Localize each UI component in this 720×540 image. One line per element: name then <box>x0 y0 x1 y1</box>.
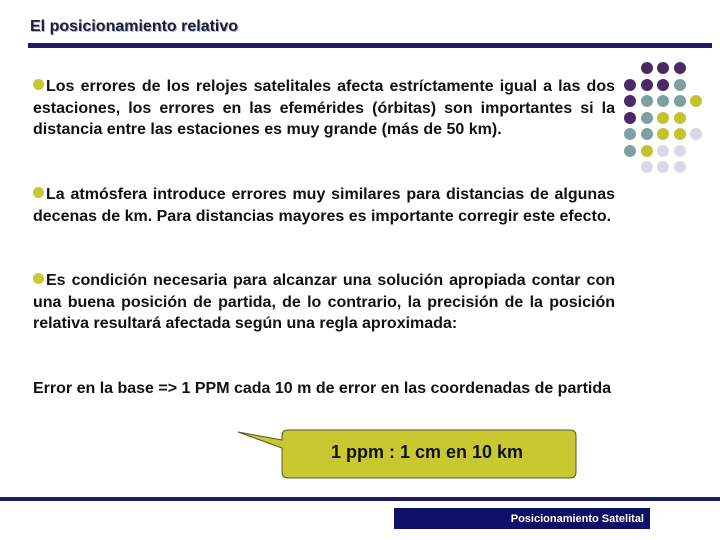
bullet-paragraph-clock-errors <box>33 76 615 141</box>
title-divider <box>28 43 712 48</box>
decorative-dot <box>674 79 686 91</box>
callout-bubble <box>236 426 580 482</box>
decorative-dot <box>641 112 653 124</box>
decorative-dot <box>624 79 636 91</box>
rule-statement <box>33 378 615 400</box>
paragraph-text: Los errores de los relojes satelitales afecta estríctamente igual a las dos estaciones, los errores en las efemérides (órbitas) son importantes si la distancia entre las estaciones es muy grande (más de 50 km). <box>33 78 615 138</box>
slide-title: El posicionamiento relativo <box>30 18 239 35</box>
decorative-dot <box>674 145 686 157</box>
callout-text: 1 ppm : 1 cm en 10 km <box>330 441 524 462</box>
decorative-dot <box>657 95 669 107</box>
decorative-dot <box>624 128 636 140</box>
decorative-dot <box>624 145 636 157</box>
decorative-dot <box>674 128 686 140</box>
decorative-dot <box>641 161 653 173</box>
decorative-dot <box>674 161 686 173</box>
decorative-dot <box>674 95 686 107</box>
paragraph-text: Es condición necesaria para alcanzar una solución apropiada contar con una buena posición de partida, de lo contrario, la precisión de la posición relativa resultará afectada según una regla aproximada: <box>33 272 615 332</box>
decorative-dot <box>657 112 669 124</box>
decorative-dot-grid <box>624 62 714 174</box>
decorative-dot <box>641 128 653 140</box>
decorative-dot <box>641 79 653 91</box>
footer-label: Posicionamiento Satelital <box>394 508 650 529</box>
decorative-dot <box>641 95 653 107</box>
decorative-dot <box>657 79 669 91</box>
decorative-dot <box>624 95 636 107</box>
rule-text: Error en la base => 1 PPM cada 10 m de error en las coordenadas de partida <box>33 380 612 397</box>
decorative-dot <box>657 145 669 157</box>
bullet-paragraph-starting-position <box>33 270 615 335</box>
decorative-dot <box>624 112 636 124</box>
paragraph-text: La atmósfera introduce errores muy similares para distancias de algunas decenas de km. Para distancias mayores es importante corregir este efecto. <box>33 186 615 225</box>
decorative-dot <box>674 62 686 74</box>
bullet-paragraph-atmosphere <box>33 184 615 227</box>
decorative-dot <box>657 62 669 74</box>
decorative-dot <box>690 95 702 107</box>
bullet-dot-icon <box>33 79 44 90</box>
bullet-dot-icon <box>33 187 44 198</box>
decorative-dot <box>674 112 686 124</box>
decorative-dot <box>657 161 669 173</box>
decorative-dot <box>657 128 669 140</box>
footer-divider <box>0 497 720 501</box>
bullet-dot-icon <box>33 273 44 284</box>
decorative-dot <box>690 128 702 140</box>
decorative-dot <box>641 62 653 74</box>
decorative-dot <box>641 145 653 157</box>
